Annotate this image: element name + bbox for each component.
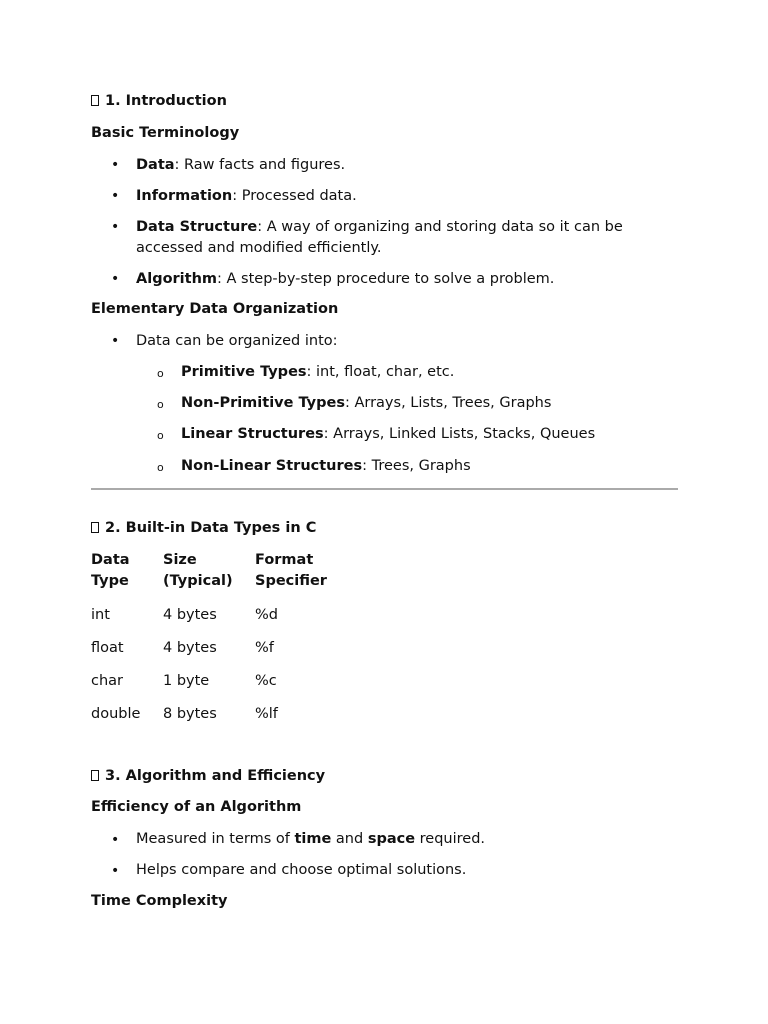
- table-cell: %lf: [255, 706, 278, 722]
- table-cell: float: [91, 640, 124, 656]
- list-item: Data: Raw facts and figures.: [136, 157, 346, 173]
- table-cell: %c: [255, 673, 277, 689]
- bullet: •: [111, 271, 120, 287]
- horizontal-divider: [91, 488, 678, 490]
- table-cell: 8 bytes: [163, 706, 217, 722]
- bullet: •: [111, 832, 120, 848]
- list-item: Algorithm: A step-by-step procedure to solve a problem.: [136, 271, 555, 287]
- efficiency-heading: Efficiency of an Algorithm: [91, 799, 302, 815]
- list-item: Data Structure: A way of organizing and storing data so it can be accessed and modified efficiently.: [136, 219, 623, 256]
- table-cell: %d: [255, 607, 278, 623]
- square-icon: [91, 95, 99, 106]
- table-cell: 4 bytes: [163, 640, 217, 656]
- sub-bullet: o: [157, 398, 164, 411]
- table-cell: double: [91, 706, 141, 722]
- table-cell: %f: [255, 640, 274, 656]
- sub-list-item: Non-Primitive Types: Arrays, Lists, Trees, Graphs: [181, 395, 552, 411]
- square-icon: [91, 522, 99, 533]
- sub-list-item: Primitive Types: int, float, char, etc.: [181, 364, 455, 380]
- sub-list-item: Non-Linear Structures: Trees, Graphs: [181, 458, 471, 474]
- section-1-heading: 1. Introduction: [91, 93, 227, 109]
- sub-bullet: o: [157, 367, 164, 380]
- square-icon: [91, 770, 99, 781]
- list-item: Measured in terms of time and space required.: [136, 831, 486, 847]
- bullet: •: [111, 863, 120, 879]
- sub-bullet: o: [157, 429, 164, 442]
- bullet: •: [111, 219, 120, 235]
- section-3-heading: 3. Algorithm and Efficiency: [91, 768, 325, 784]
- list-item: Helps compare and choose optimal solutions.: [136, 862, 467, 878]
- section-2-heading: 2. Built-in Data Types in C: [91, 520, 316, 536]
- time-complexity-heading: Time Complexity: [91, 893, 228, 909]
- sub-list-item: Linear Structures: Arrays, Linked Lists, Stacks, Queues: [181, 426, 596, 442]
- list-item: Information: Processed data.: [136, 188, 357, 204]
- elementary-organization-heading: Elementary Data Organization: [91, 301, 339, 317]
- list-item: Data can be organized into:: [136, 333, 338, 349]
- table-header: Data Type: [91, 552, 130, 589]
- table-header: Format Specifier: [255, 552, 327, 589]
- table-cell: 4 bytes: [163, 607, 217, 623]
- table-cell: int: [91, 607, 110, 623]
- table-header: Size (Typical): [163, 552, 233, 589]
- table-cell: char: [91, 673, 124, 689]
- sub-bullet: o: [157, 461, 164, 474]
- basic-terminology-heading: Basic Terminology: [91, 125, 240, 141]
- bullet: •: [111, 188, 120, 204]
- table-cell: 1 byte: [163, 673, 210, 689]
- bullet: •: [111, 333, 120, 349]
- bullet: •: [111, 157, 120, 173]
